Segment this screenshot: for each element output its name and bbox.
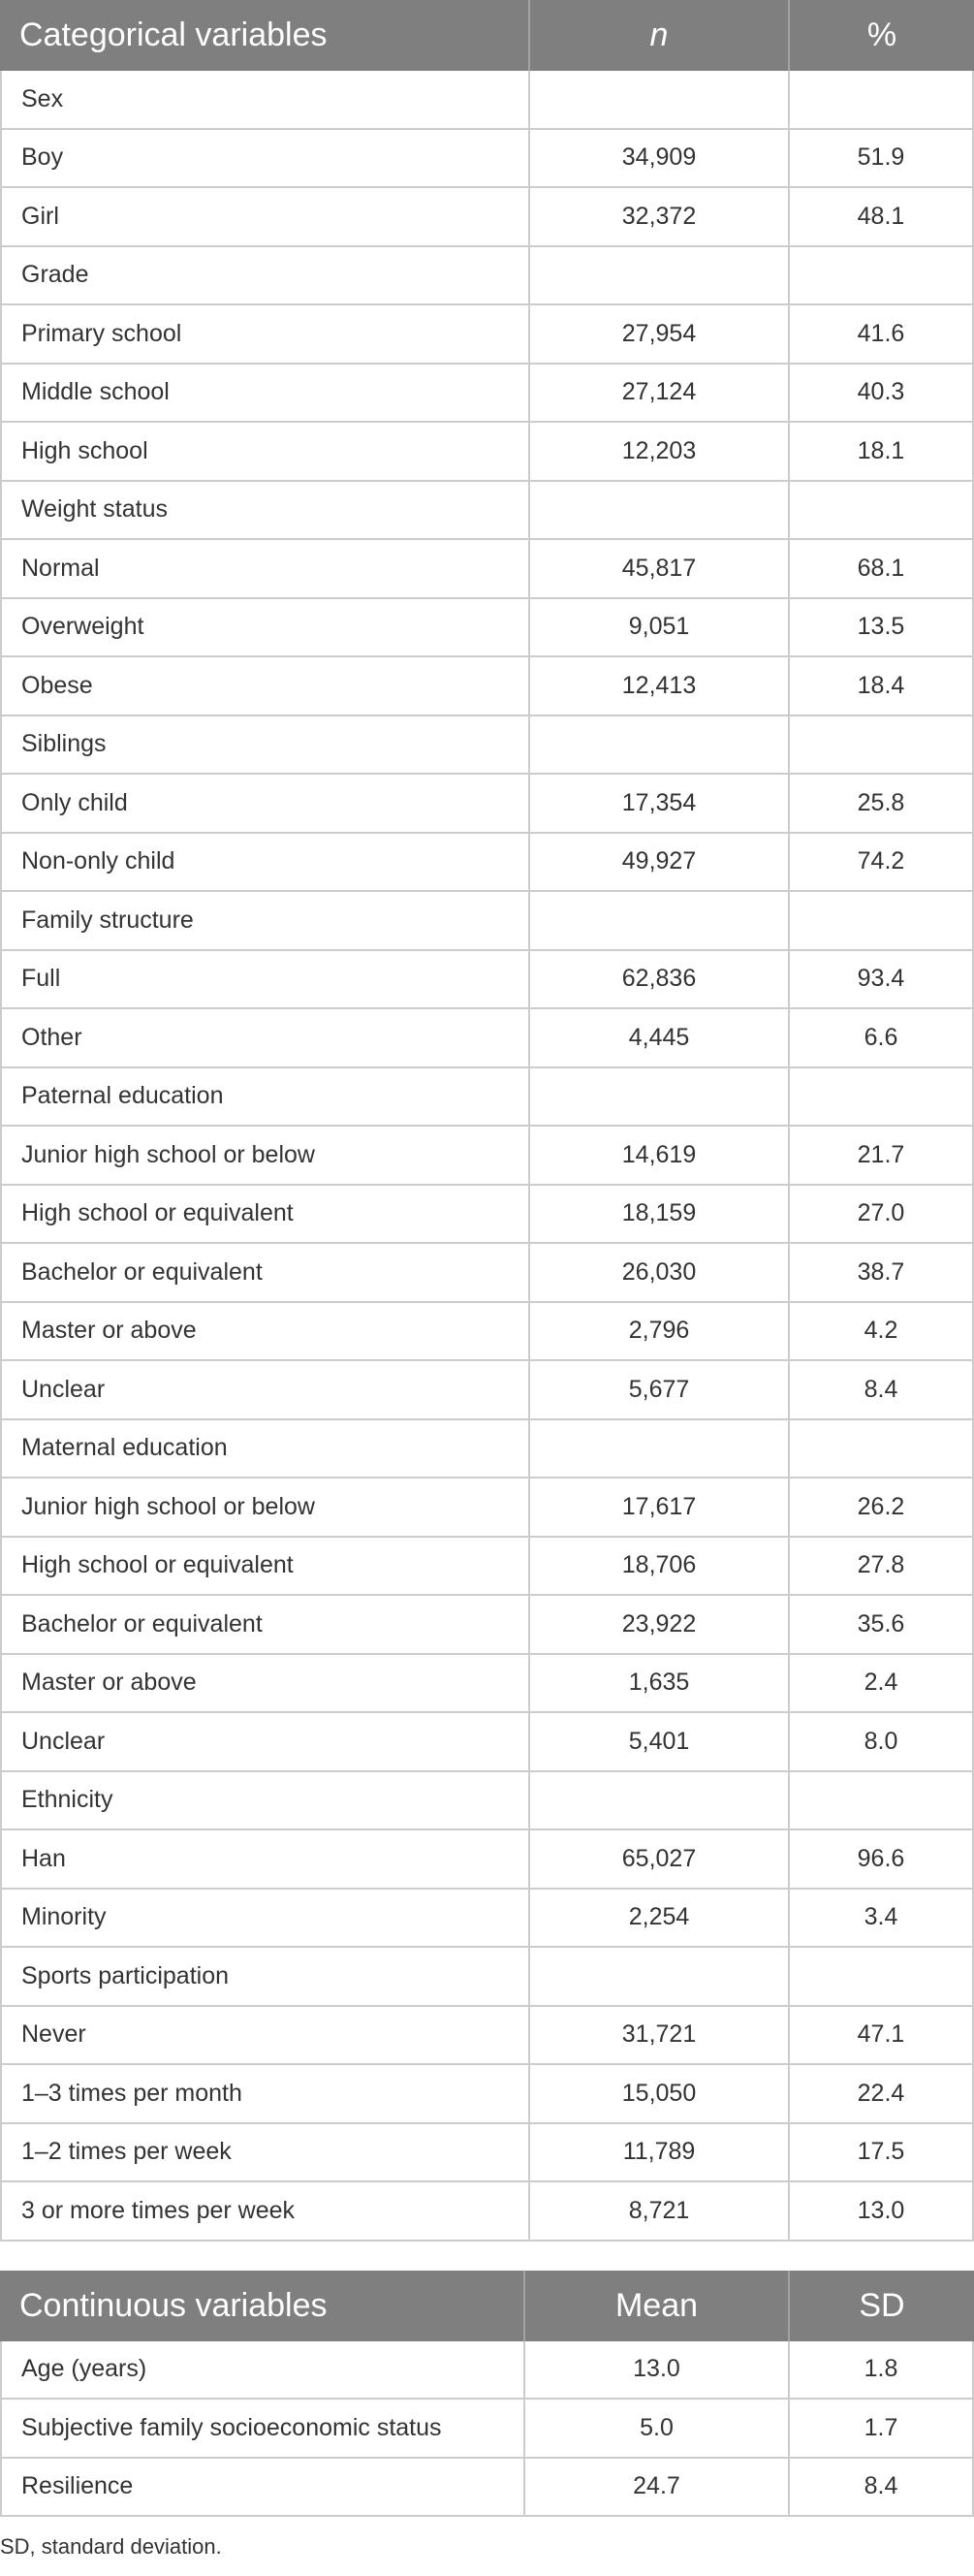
row-label: High school or equivalent bbox=[2, 1538, 530, 1595]
row-label: Obese bbox=[2, 657, 530, 715]
row-label: Non-only child bbox=[2, 834, 530, 891]
row-n: 18,706 bbox=[530, 1538, 790, 1595]
row-percent: 48.1 bbox=[857, 202, 905, 230]
row-label: Other bbox=[2, 1009, 530, 1066]
row-label: Sports participation bbox=[2, 1948, 530, 2005]
row-percent bbox=[790, 1948, 972, 2005]
row-percent bbox=[790, 1772, 972, 1829]
group-row bbox=[2, 716, 972, 776]
row-label: Junior high school or below bbox=[2, 1479, 530, 1536]
row-label: High school or equivalent bbox=[2, 1186, 530, 1243]
row-n: 31,721 bbox=[530, 2007, 790, 2064]
row-n: 11,789 bbox=[530, 2124, 790, 2181]
row-percent bbox=[790, 1068, 972, 1126]
row-n: 18,159 bbox=[530, 1186, 790, 1243]
row-label: Maternal education bbox=[2, 1420, 530, 1478]
table-row bbox=[2, 951, 972, 1010]
row-n bbox=[530, 247, 790, 304]
row-percent: 47.1 bbox=[857, 2020, 905, 2049]
row-percent: 22.4 bbox=[857, 2079, 905, 2107]
row-n: 15,050 bbox=[530, 2065, 790, 2122]
row-percent: 2.4 bbox=[864, 1669, 898, 1697]
table-row bbox=[2, 775, 972, 834]
row-label: Sex bbox=[2, 71, 530, 128]
row-n: 5,677 bbox=[530, 1361, 790, 1418]
table-row bbox=[2, 834, 972, 893]
group-row bbox=[2, 247, 972, 306]
row-percent: 51.9 bbox=[857, 143, 905, 172]
row-n: 27,954 bbox=[530, 305, 790, 363]
table-row bbox=[2, 2124, 972, 2183]
group-row bbox=[2, 892, 972, 951]
row-label: Resilience bbox=[2, 2459, 525, 2516]
table-row bbox=[2, 657, 972, 716]
row-percent bbox=[790, 247, 972, 304]
row-n: 2,254 bbox=[530, 1890, 790, 1947]
row-n bbox=[530, 716, 790, 774]
row-n bbox=[530, 1948, 790, 2005]
row-label: Primary school bbox=[2, 305, 530, 363]
row-n bbox=[530, 482, 790, 539]
row-n: 62,836 bbox=[530, 951, 790, 1008]
row-percent: 96.6 bbox=[857, 1844, 905, 1872]
row-sd: 8.4 bbox=[864, 2472, 898, 2500]
table-row bbox=[2, 2400, 972, 2459]
row-label: Girl bbox=[2, 188, 530, 245]
header-percent: % bbox=[866, 16, 897, 53]
continuous-variables-table bbox=[0, 2271, 974, 2518]
row-mean: 24.7 bbox=[525, 2459, 790, 2516]
table-row bbox=[2, 423, 972, 482]
row-label: Unclear bbox=[2, 1713, 530, 1770]
header-sd: SD bbox=[859, 2286, 905, 2324]
row-percent: 13.5 bbox=[857, 613, 905, 641]
row-n: 12,203 bbox=[530, 423, 790, 480]
row-sd: 1.8 bbox=[864, 2355, 898, 2383]
row-n: 1,635 bbox=[530, 1655, 790, 1712]
table-row bbox=[2, 1890, 972, 1949]
row-n: 14,619 bbox=[530, 1127, 790, 1184]
table-row bbox=[2, 1830, 972, 1890]
row-percent: 93.4 bbox=[857, 965, 905, 993]
table-row bbox=[2, 1538, 972, 1597]
row-n: 4,445 bbox=[530, 1009, 790, 1066]
row-n: 65,027 bbox=[530, 1830, 790, 1888]
row-label: Family structure bbox=[2, 892, 530, 949]
row-label: Master or above bbox=[2, 1655, 530, 1712]
row-n: 45,817 bbox=[530, 540, 790, 597]
row-label: Master or above bbox=[2, 1303, 530, 1360]
row-percent bbox=[790, 71, 972, 128]
table-header-row bbox=[0, 0, 974, 71]
row-label: Minority bbox=[2, 1890, 530, 1947]
row-n: 8,721 bbox=[530, 2182, 790, 2240]
row-percent: 8.4 bbox=[864, 1375, 898, 1403]
row-n bbox=[530, 71, 790, 128]
row-n: 27,124 bbox=[530, 365, 790, 422]
header-n: n bbox=[530, 0, 790, 71]
row-label: Never bbox=[2, 2007, 530, 2064]
table-row bbox=[2, 365, 972, 424]
row-label: Normal bbox=[2, 540, 530, 597]
row-percent: 38.7 bbox=[857, 1257, 905, 1286]
group-row bbox=[2, 71, 972, 130]
row-label: Paternal education bbox=[2, 1068, 530, 1126]
row-percent bbox=[790, 892, 972, 949]
row-percent: 27.8 bbox=[857, 1551, 905, 1579]
table-footnote: SD, standard deviation. bbox=[0, 2534, 222, 2559]
group-row bbox=[2, 482, 972, 541]
header-categorical-variables: Categorical variables bbox=[0, 0, 530, 71]
table-row bbox=[2, 599, 972, 658]
table-row bbox=[2, 1655, 972, 1714]
row-label: Han bbox=[2, 1830, 530, 1888]
row-n: 23,922 bbox=[530, 1596, 790, 1653]
row-percent: 35.6 bbox=[857, 1609, 905, 1638]
group-row bbox=[2, 1948, 972, 2007]
row-percent: 4.2 bbox=[864, 1317, 898, 1345]
row-label: Junior high school or below bbox=[2, 1127, 530, 1184]
row-label: Unclear bbox=[2, 1361, 530, 1418]
table-row bbox=[2, 1186, 972, 1245]
row-label: Subjective family socioeconomic status bbox=[2, 2400, 525, 2457]
row-percent: 3.4 bbox=[864, 1903, 898, 1931]
row-label: Full bbox=[2, 951, 530, 1008]
row-n bbox=[530, 1420, 790, 1478]
table-row bbox=[2, 2459, 972, 2518]
group-row bbox=[2, 1420, 972, 1479]
row-percent: 8.0 bbox=[864, 1727, 898, 1755]
row-label: Ethnicity bbox=[2, 1772, 530, 1829]
table-row bbox=[2, 1596, 972, 1655]
row-label: Boy bbox=[2, 130, 530, 187]
table-row bbox=[2, 305, 972, 365]
row-n: 5,401 bbox=[530, 1713, 790, 1770]
row-n: 26,030 bbox=[530, 1244, 790, 1301]
table-body bbox=[0, 2341, 974, 2518]
row-percent: 18.4 bbox=[857, 671, 905, 699]
row-percent: 21.7 bbox=[857, 1140, 905, 1168]
row-label: Bachelor or equivalent bbox=[2, 1596, 530, 1653]
row-label: High school bbox=[2, 423, 530, 480]
row-percent: 6.6 bbox=[864, 1023, 898, 1051]
row-n: 49,927 bbox=[530, 834, 790, 891]
row-label: Middle school bbox=[2, 365, 530, 422]
row-n bbox=[530, 892, 790, 949]
table-row bbox=[2, 1713, 972, 1772]
row-mean: 13.0 bbox=[525, 2341, 790, 2399]
table-row bbox=[2, 1009, 972, 1068]
row-label: 1–3 times per month bbox=[2, 2065, 530, 2122]
row-percent bbox=[790, 1420, 972, 1478]
table-row bbox=[2, 188, 972, 247]
row-n: 12,413 bbox=[530, 657, 790, 715]
row-label: 1–2 times per week bbox=[2, 2124, 530, 2181]
row-percent: 41.6 bbox=[857, 319, 905, 347]
row-label: Overweight bbox=[2, 599, 530, 656]
group-row bbox=[2, 1772, 972, 1831]
row-percent bbox=[790, 482, 972, 539]
row-percent: 25.8 bbox=[857, 788, 905, 816]
table-row bbox=[2, 540, 972, 599]
header-continuous-variables: Continuous variables bbox=[0, 2271, 525, 2341]
row-percent: 68.1 bbox=[857, 554, 905, 582]
row-label: Bachelor or equivalent bbox=[2, 1244, 530, 1301]
row-n bbox=[530, 1068, 790, 1126]
row-percent: 17.5 bbox=[857, 2138, 905, 2166]
table-row bbox=[2, 2065, 972, 2124]
table-row bbox=[2, 1479, 972, 1538]
table-body bbox=[0, 71, 974, 2242]
group-row bbox=[2, 1068, 972, 1128]
row-n: 2,796 bbox=[530, 1303, 790, 1360]
row-label: Siblings bbox=[2, 716, 530, 774]
table-row bbox=[2, 1361, 972, 1420]
row-n: 9,051 bbox=[530, 599, 790, 656]
table-header-row bbox=[0, 2271, 974, 2341]
row-percent: 74.2 bbox=[857, 847, 905, 875]
row-label: Age (years) bbox=[2, 2341, 525, 2399]
row-percent: 18.1 bbox=[857, 436, 905, 464]
row-percent: 40.3 bbox=[857, 378, 905, 406]
row-label: Only child bbox=[2, 775, 530, 832]
table-row bbox=[2, 130, 972, 189]
row-label: 3 or more times per week bbox=[2, 2182, 530, 2240]
row-n bbox=[530, 1772, 790, 1829]
row-percent: 26.2 bbox=[857, 1492, 905, 1520]
table-row bbox=[2, 2007, 972, 2066]
table-row bbox=[2, 2182, 972, 2242]
row-n: 17,354 bbox=[530, 775, 790, 832]
table-row bbox=[2, 2341, 972, 2401]
row-percent: 13.0 bbox=[857, 2196, 905, 2224]
row-percent: 27.0 bbox=[857, 1199, 905, 1227]
row-percent bbox=[790, 716, 972, 774]
header-mean: Mean bbox=[525, 2271, 790, 2341]
row-n: 17,617 bbox=[530, 1479, 790, 1536]
row-label: Grade bbox=[2, 247, 530, 304]
row-sd: 1.7 bbox=[864, 2413, 898, 2441]
table-row bbox=[2, 1127, 972, 1186]
row-label: Weight status bbox=[2, 482, 530, 539]
row-mean: 5.0 bbox=[525, 2400, 790, 2457]
row-n: 32,372 bbox=[530, 188, 790, 245]
row-n: 34,909 bbox=[530, 130, 790, 187]
table-row bbox=[2, 1303, 972, 1362]
table-row bbox=[2, 1244, 972, 1303]
